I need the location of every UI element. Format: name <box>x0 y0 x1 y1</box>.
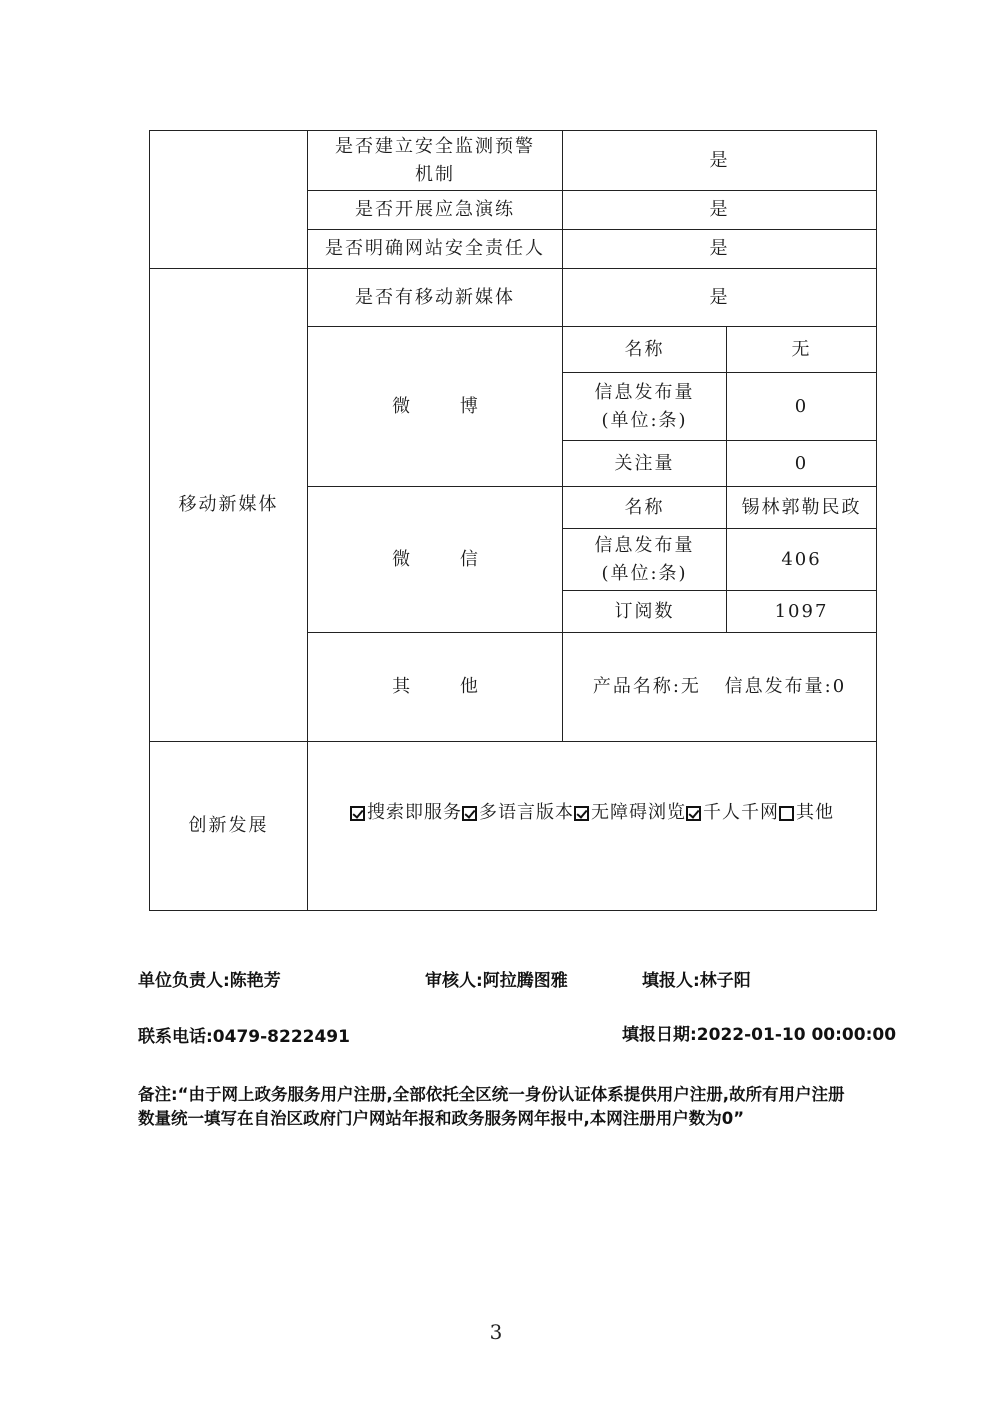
option-other[interactable] <box>779 799 834 827</box>
wechat-name-label: 名称 <box>563 487 727 529</box>
checkbox-checked-icon[interactable] <box>350 806 365 821</box>
table-row <box>150 742 877 911</box>
other-label: 其 他 <box>308 633 563 742</box>
option-label: 其他 <box>796 802 834 823</box>
option-label: 搜索即服务 <box>367 802 462 823</box>
option-accessibility[interactable] <box>574 799 686 827</box>
report-table <box>149 130 877 911</box>
filler: 填报人:林子阳 <box>642 971 751 991</box>
wechat-posts-value: 406 <box>727 529 877 591</box>
responsible-value: 是 <box>563 230 877 269</box>
weibo-followers-value: 0 <box>727 441 877 487</box>
wechat-subs-value: 1097 <box>727 591 877 633</box>
fill-date: 填报日期:2022-01-10 00:00:00 <box>622 1025 897 1045</box>
innovation-options <box>350 799 834 827</box>
media-section-label: 移动新媒体 <box>150 269 308 742</box>
other-posts-text: 信息发布量:0 <box>724 676 847 697</box>
unit-head: 单位负责人:陈艳芳 <box>138 971 281 991</box>
innovation-options-cell <box>308 742 877 911</box>
wechat-posts-label <box>563 529 727 591</box>
checkbox-checked-icon[interactable] <box>574 806 589 821</box>
monitoring-value: 是 <box>563 131 877 191</box>
weibo-name-label: 名称 <box>563 327 727 373</box>
has-media-value: 是 <box>563 269 877 327</box>
table-row <box>150 269 877 327</box>
label-line: 信息发布量 <box>594 381 695 403</box>
responsible-label: 是否明确网站安全责任人 <box>308 230 563 269</box>
weibo-label: 微 博 <box>308 327 563 487</box>
option-search-service[interactable] <box>350 799 462 827</box>
weibo-followers-label: 关注量 <box>563 441 727 487</box>
label-line: (单位:条) <box>601 562 688 584</box>
checkbox-checked-icon[interactable] <box>462 806 477 821</box>
reviewer: 审核人:阿拉腾图雅 <box>425 971 568 991</box>
contact-phone: 联系电话:0479-8222491 <box>138 1027 350 1047</box>
wechat-subs-label: 订阅数 <box>563 591 727 633</box>
innovation-label: 创新发展 <box>150 742 308 911</box>
label-line: 机制 <box>415 163 455 185</box>
label-line: 是否建立安全监测预警 <box>335 135 535 157</box>
option-multilingual[interactable] <box>462 799 574 827</box>
option-label: 无障碍浏览 <box>591 802 686 823</box>
drill-label: 是否开展应急演练 <box>308 191 563 230</box>
weibo-posts-value: 0 <box>727 373 877 441</box>
other-product-text: 产品名称:无 <box>592 676 701 697</box>
option-label: 千人千网 <box>703 802 779 823</box>
weibo-posts-label <box>563 373 727 441</box>
drill-value: 是 <box>563 191 877 230</box>
option-personalized[interactable] <box>686 799 779 827</box>
page-number: 3 <box>489 1320 503 1344</box>
label-line: 信息发布量 <box>594 534 695 556</box>
monitoring-label <box>308 131 563 191</box>
table-row <box>150 131 877 191</box>
option-label: 多语言版本 <box>479 802 574 823</box>
wechat-label: 微 信 <box>308 487 563 633</box>
remark-note: 备注:“由于网上政务服务用户注册,全部依托全区统一身份认证体系提供用户注册,故所有用户注册数量统一填写在自治区政府门户网站年报和政务服务网年报中,本网注册用户数为0” <box>138 1085 845 1128</box>
checkbox-empty-icon[interactable] <box>779 806 794 821</box>
label-line: (单位:条) <box>601 409 688 431</box>
wechat-name-value: 锡林郭勒民政 <box>727 487 877 529</box>
checkbox-checked-icon[interactable] <box>686 806 701 821</box>
has-media-label: 是否有移动新媒体 <box>308 269 563 327</box>
security-section-cell <box>150 131 308 269</box>
weibo-name-value: 无 <box>727 327 877 373</box>
other-value <box>563 633 877 742</box>
